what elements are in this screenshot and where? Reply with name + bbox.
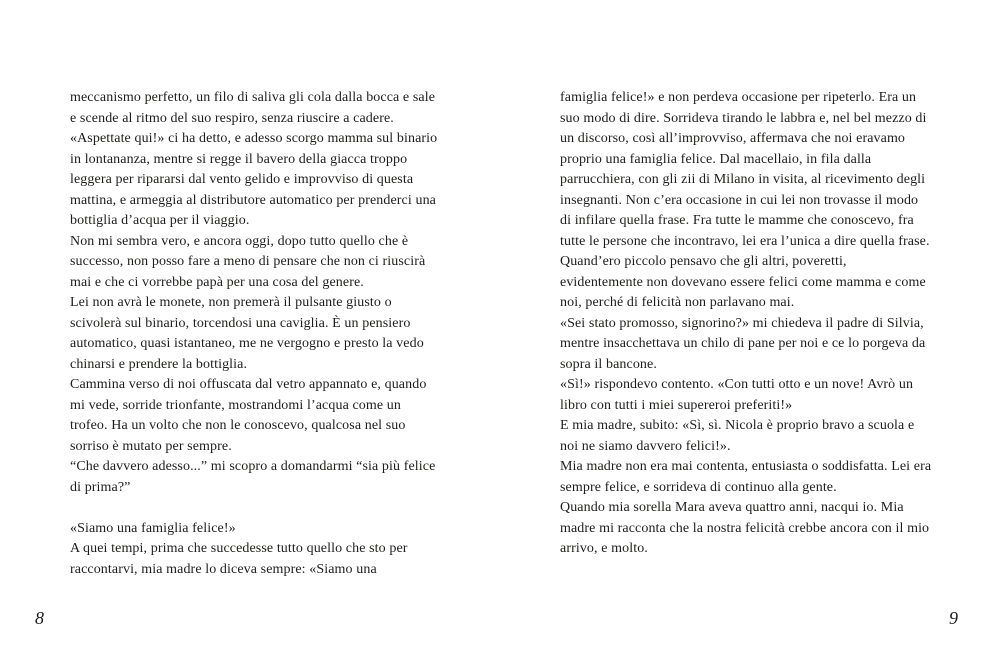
paragraph: “Che davvero adesso...” mi scopro a domandarmi “sia più felice di prima?” <box>70 459 436 495</box>
right-page-text <box>560 88 932 560</box>
paragraph: «Sei stato promosso, signorino?» mi chiedeva il padre di Silvia, mentre insacchettava un chilo di pane per noi e ce lo porgeva da sopra il bancone. <box>560 315 926 372</box>
paragraph: A quei tempi, prima che succedesse tutto quello che sto per raccontarvi, mia madre lo diceva sempre: «Siamo una <box>70 541 408 577</box>
paragraph: Mia madre non era mai contenta, entusiasta o soddisfatta. Lei era sempre felice, e sorrideva di continuo alla gente. <box>560 459 932 495</box>
paragraph: Non mi sembra vero, e ancora oggi, dopo tutto quello che è successo, non posso fare a meno di pensare che non ci riuscirà mai e che ci vorrebbe papà per una cosa del genere. <box>70 233 426 290</box>
paragraph: Cammina verso di noi offuscata dal vetro appannato e, quando mi vede, sorride trionfante, mostrandomi l’acqua come un trofeo. Ha un volto che non le conoscevo, qualcosa nel suo sorriso è mutato per sempre. <box>70 377 427 454</box>
paragraph: Lei non avrà le monete, non premerà il pulsante giusto o scivolerà sul binario, torcendosi una caviglia. È un pensiero automatico, quasi istantaneo, me ne vergogno e presto la vedo chinarsi e prendere la bottiglia. <box>70 295 424 372</box>
paragraph: meccanismo perfetto, un filo di saliva gli cola dalla bocca e sale e scende al ritmo del suo respiro, senza riuscire a cadere. <box>70 90 436 126</box>
paragraph: Quando mia sorella Mara aveva quattro anni, nacqui io. Mia madre mi racconta che la nostra felicità crebbe ancora con il mio arrivo, e molto. <box>560 500 930 556</box>
paragraph: E mia madre, subito: «Sì, sì. Nicola è proprio bravo a scuola e noi ne siamo davvero felici!». <box>560 418 915 454</box>
right-page-number: 9 <box>949 608 958 628</box>
paragraph: «Siamo una famiglia felice!» <box>70 520 236 536</box>
left-page-text <box>70 88 442 580</box>
paragraph: «Sì!» rispondevo contento. «Con tutti otto e un nove! Avrò un libro con tutti i miei supereroi preferiti!» <box>560 377 914 413</box>
paragraph: «Aspettate qui!» ci ha detto, e adesso scorgo mamma sul binario in lontananza, mentre si regge il bavero della giacca troppo leggera per ripararsi dal vento gelido e improvviso di questa mattina, e armeggia al distributore automatico per prenderci una bottiglia d’acqua per il viaggio. <box>70 131 438 228</box>
paragraph: famiglia felice!» e non perdeva occasione per ripeterlo. Era un suo modo di dire. Sorrideva tirando le labbra e, nel bel mezzo di un discorso, così all’improvviso, affermava che noi eravamo proprio una famiglia felice. Dal macellaio, in fila dalla parrucchiera, con gli zii di Milano in visita, al ricevimento degli insegnanti. Non c’era occasione in cui lei non trovasse il modo di infilare quella frase. Fra tutte le mamme che conoscevo, fra tutte le persone che incontravo, lei era l’unica a dire quella frase. Quand’ero piccolo pensavo che gli altri, poveretti, evidentemente non dovevano essere felici come mamma e come noi, perché di felicità non parlavano mai. <box>560 90 930 310</box>
left-page-number: 8 <box>35 608 44 628</box>
